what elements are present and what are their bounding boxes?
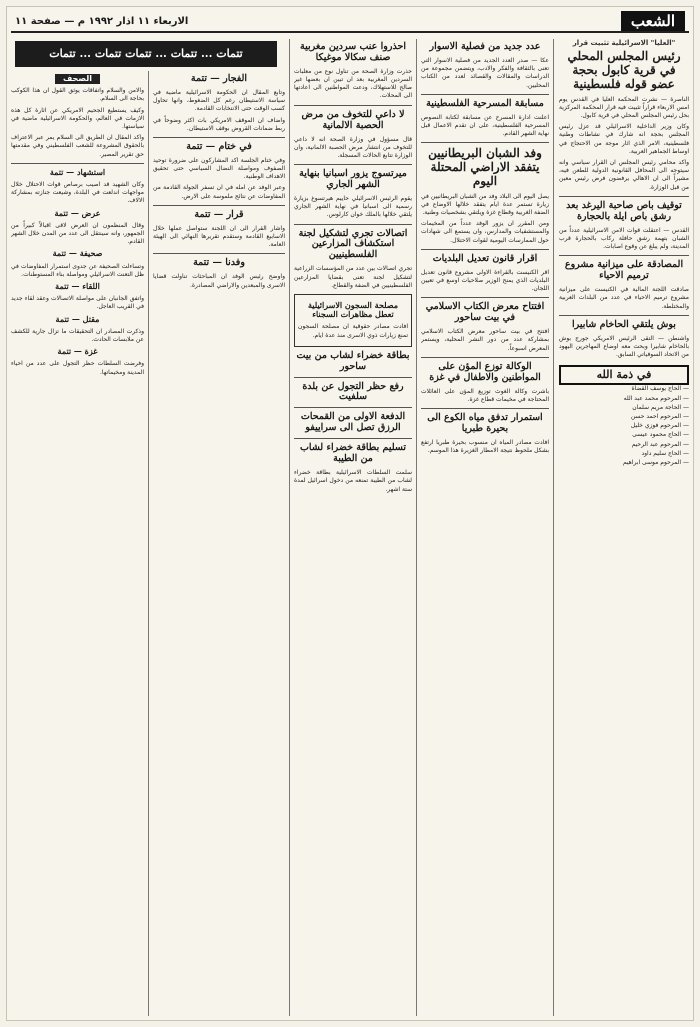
divider	[421, 249, 549, 250]
col5-paragraph: وقال المنظمون ان العرض لاقى اقبالاً كبيراً من الجمهور، وانه سينتقل الى عدد من المدن خلال الشهر القادم.	[11, 221, 144, 246]
col2-paragraph: ومن المقرر ان يزور الوفد عدداً من المخيمات والمستشفيات والمدارس، وان يستمع الى شهادات حول الممارسات اليومية لقوات الاحتلال.	[421, 220, 549, 244]
col2-paragraph: افتتح في بيت ساحور معرض الكتاب الاسلامي بمشاركة عدد من دور النشر المحلية، ويستمر المعرض اسبوعاً.	[421, 328, 549, 352]
list-item: — المرحوم فوزي خليل	[630, 422, 689, 430]
col4-paragraph: واشار القرار الى ان اللجنة ستواصل عملها خلال الاسابيع القادمة وستقدم تقريرها النهائي الى الهيئة العامة.	[153, 224, 285, 249]
page-header	[11, 11, 689, 33]
col5-headline-2: استشهاد — تتمة	[49, 166, 106, 177]
col3-headline-2: لا داعي للتخوف من مرض الحصبة الالمانية	[301, 108, 405, 131]
list-item: — المرحوم عبد الرحيم	[631, 440, 689, 448]
col2-paragraph: اعلنت ادارة المسرح عن مسابقة لكتابة النصوص المسرحية الفلسطينية، على ان تقدم الاعمال قبل نهاية الشهر القادم.	[421, 113, 549, 138]
col4-paragraph: واضاف ان الموقف الامريكي بات اكثر وضوحاً في ربط ضمانات القروض بوقف الاستيطان.	[153, 116, 285, 132]
divider	[294, 438, 412, 439]
col5-headline-6: مقتل — تتمة	[55, 313, 100, 324]
column-rule	[289, 39, 290, 1016]
obituaries-heading: في ذمة الله	[559, 365, 689, 385]
col2-headline-6: الوكالة توزع المؤن على المواطنين والاطفال في غزة	[429, 360, 541, 383]
col5-headline-7: غزة — تتمة	[57, 346, 98, 357]
col4-paragraph: وتابع المقال ان الحكومة الاسرائيلية ماضية في سياسة الاستيطان رغم كل الضغوط، وانها تحاول كسب الوقت حتى الانتخابات القادمة.	[153, 88, 285, 113]
divider	[294, 105, 412, 106]
col4-headline-3: قرار — تتمة	[194, 208, 244, 220]
column-5	[11, 71, 144, 1016]
col5-paragraph: وكان الشهيد قد اصيب برصاص قوات الاحتلال خلال مواجهات اندلعت في البلدة، وشيعت جنازته بمشاركة الالاف.	[11, 181, 144, 205]
divider	[559, 255, 689, 256]
col1-paragraph: وكان وزير الداخلية الاسرائيلي قد عزل رئيس المجلس بحجة انه شارك في نشاطات وطنية فلسطينية، الامر الذي اثار موجة من الاحتجاج في اوساط الجماهير العربية.	[559, 123, 689, 155]
column-rule	[148, 71, 149, 1016]
col2-headline-4: اقرار قانون تعديل البلديات	[432, 252, 538, 264]
list-item: — الحاجة مريم سلمان	[632, 403, 689, 411]
col1-paragraph: واكد محامي رئيس المجلس ان القرار سياسي وانه سيتوجه الى المحافل القانونية الدولية للطعن فيه، مشيراً الى ان الاهالي يرفضون فرض رئيس معين من قبل الوزارة.	[559, 159, 689, 191]
col3-headline: احذروا عنب سردين مغربية صنف سكالا موغيكا	[300, 41, 406, 63]
list-item: — المرحوم احمد حسن	[630, 413, 689, 421]
divider	[294, 407, 412, 408]
masthead: الشعب	[621, 11, 685, 31]
col3-headline-5: مصلحة السجون الاسرائيلية تعطل مظاهرات السجناء	[308, 299, 398, 320]
column-2	[421, 39, 549, 1016]
col3-headline-7: رفع حظر التجول عن بلدة سلفيت	[302, 380, 404, 403]
newspaper-page	[6, 6, 694, 1021]
col5-paragraph: والامن والسلام واتفاقات يوثق القول ان هذا الكوكب بحاجة الى السلام.	[11, 87, 144, 103]
divider	[153, 205, 285, 206]
col5-paragraph: وذكرت المصادر ان التحقيقات ما تزال جارية للكشف عن ملابسات الحادث.	[11, 327, 144, 343]
col5-paragraph: واكد المقال ان الطريق الى السلام يمر عبر الاعتراف بالحقوق المشروعة للشعب الفلسطيني وفي مقدمتها حق تقرير المصير.	[11, 134, 144, 158]
boxed-story	[294, 294, 412, 347]
list-item: — الحاج سليم داود	[641, 449, 689, 457]
col1-headline-3: المصادقة على ميزانية مشروع ترميم الاحياء	[564, 259, 684, 282]
col5-paragraph: وفرضت السلطات حظر التجول على عدد من احياء المدينة ومخيماتها.	[11, 360, 144, 376]
col4-headline-2: في ختام — تتمة	[186, 140, 252, 152]
divider	[294, 224, 412, 225]
list-item: — الحاج محمود عيسى	[632, 431, 689, 439]
divider	[421, 142, 549, 143]
col3-headline-9: تسليم بطاقة خضراء لشاب من الطيبة	[299, 442, 406, 465]
col2-headline: عدد جديد من فصلية الاسوار	[429, 41, 541, 52]
divider	[421, 297, 549, 298]
col2-headline-3: وفد الشبان البريطانيين يتفقد الاراضي المحتلة اليوم	[428, 146, 542, 188]
col1-paragraph: صادقت اللجنة المالية في الكنيست على ميزانية مشروع ترميم الاحياء في عدد من البلدات العربية والمختلطة.	[559, 286, 689, 310]
col5-headline-3: عرض — تتمة	[54, 207, 101, 218]
col3-paragraph: حذرت وزارة الصحة من تناول نوع من معلبات السردين المغربية بعد ان تبين ان بعضها غير صالح للاستهلاك، ودعت المواطنين الى اعادتها الى المحلات.	[294, 67, 412, 100]
col3-paragraph: افادت مصادر حقوقية ان مصلحة السجون تمنع زيارات ذوي الاسرى منذ عدة ايام.	[298, 323, 408, 339]
col2-headline-2: مسابقة المسرحية الفلسطينية	[426, 97, 544, 109]
column-4	[153, 71, 285, 1016]
divider	[294, 377, 412, 378]
divider	[421, 408, 549, 409]
list-item: — المرحوم محمد عبد الله	[623, 394, 689, 402]
column-rule	[416, 39, 417, 1016]
col1-headline: رئيس المجلس المحلي في قرية كابول بحجة عضو قوله فلسطينية	[567, 49, 681, 91]
col4-paragraph: وفي ختام الجلسة اكد المشاركون على ضرورة توحيد الصفوف ومواصلة النضال السياسي حتى تحقيق الاهداف الوطنية.	[153, 156, 285, 181]
col3-paragraph: تجري اتصالات بين عدد من المؤسسات الزراعية لتشكيل لجنة تعنى بقضايا المزارعين الفلسطينيين في الضفة والقطاع.	[294, 265, 412, 289]
divider	[11, 163, 144, 164]
col3-headline-8: الدفعة الاولى من القمحات الرزق تصل الى سراييفو	[300, 411, 406, 434]
col5-headline-5: اللقاء — تتمة	[55, 281, 100, 292]
col3-paragraph: سلمت السلطات الاسرائيلية بطاقة خضراء لشاب من الطيبة تمنعه من دخول اسرائيل لمدة ستة اشهر.	[294, 469, 412, 493]
col1-paragraph: القدس — اعتقلت قوات الامن الاسرائيلية عدداً من الشبان بتهمة رشق حافلة ركاب بالحجارة قرب المدينة، ولم يبلغ عن وقوع اصابات.	[559, 226, 689, 251]
col2-paragraph: عكا — صدر العدد الجديد من فصلية الاسوار التي تعنى بالثقافة والفكر والادب، ويتضمن مجموعة من الدراسات والمقالات والقصائد لعدد من الكتاب المحليين.	[421, 56, 549, 89]
divider	[559, 196, 689, 197]
divider	[421, 94, 549, 95]
col2-headline-5: افتتاح معرض الكتاب الاسلامي في بيت ساحور	[425, 301, 545, 324]
column-tag-wrap	[11, 71, 144, 87]
divider	[421, 357, 549, 358]
column-3	[294, 39, 412, 1016]
col5-paragraph: وتساءلت الصحيفة عن جدوى استمرار المفاوضات في ظل التعنت الاسرائيلي ومواصلة بناء المستوطنات.	[11, 262, 144, 278]
list-item: — الحاج يوسف القضاة	[631, 385, 689, 393]
col3-headline-6: بطاقة خضراء لشاب من بيت ساحور	[296, 349, 410, 372]
col5-headline-4: صحيفة — تتمة	[52, 248, 103, 259]
col1-headline-4: بوش يلتقي الحاخام شابيرا	[572, 318, 676, 330]
column-1	[559, 39, 689, 1016]
divider	[294, 164, 412, 165]
continuations-banner: تتمات ... تتمات ... تتمات تتمات ... تتمات	[15, 41, 277, 67]
divider	[153, 137, 285, 138]
col2-headline-7: استمرار تدفق مياه الكوع الى بحيرة طبريا	[427, 412, 543, 435]
column-rule	[553, 39, 554, 1016]
col2-paragraph: افادت مصادر المياه ان منسوب بحيرة طبريا ارتفع بشكل ملحوظ نتيجة الامطار الغزيرة هذا الموسم.	[421, 438, 549, 455]
col1-kicker: "العليا" الاسرائيلية تثبيت قرار	[572, 39, 676, 47]
col4-paragraph: واوضح رئيس الوفد ان المباحثات تناولت قضايا الاسرى والمبعدين والاراضي المصادرة.	[153, 273, 285, 289]
col1-paragraph: الناصرة — نشرت المحكمة العليا في القدس يوم امس الاربعاء قراراً تثبيت فيه قرار المحكمة المركزية بحل رئيس المجلس المحلي في قرية كابول.	[559, 95, 689, 119]
col1-paragraph: واشنطن — التقى الرئيس الامريكي جورج بوش بالحاخام شابيرا وبحث معه اوضاع المهاجرين اليهود من الاتحاد السوفياتي السابق.	[559, 334, 689, 359]
col5-paragraph: وكيف يستطيع الجحيم الامريكي عن اثارة كل هذه الازمات في العالم، والحكومة الاسرائيلية ماضية في سياستها.	[11, 106, 144, 131]
col3-paragraph: قال مسؤول في وزارة الصحة انه لا داعي للتخوف من انتشار مرض الحصبة الالمانية، وان الوزارة تتابع الحالات المسجلة.	[294, 135, 412, 159]
col4-paragraph: وعبر الوفد عن امله في ان تسفر الجولة القادمة من المفاوضات عن نتائج ملموسة على الارض.	[153, 184, 285, 200]
col5-paragraph: واتفق الجانبان على مواصلة الاتصالات وعقد لقاء جديد في القريب العاجل.	[11, 295, 144, 311]
col3-paragraph: يقوم الرئيس الاسرائيلي حاييم هيرتسوغ بزيارة رسمية الى اسبانيا في نهاية الشهر الجاري يلتقي خلالها بالملك خوان كارلوس.	[294, 194, 412, 219]
col2-paragraph: يصل اليوم الى البلاد وفد من الشبان البريطانيين في زيارة تستمر عدة ايام يتفقد خلالها الاوضاع في الضفة الغربية وقطاع غزة ويلتقي بشخصيات وطنية.	[421, 192, 549, 217]
col1-headline-2: توقيف باص صاحبة اليرغد بعد رشق باص ايلة بالحجارة	[566, 199, 682, 222]
col4-headline: الفجار — تتمة	[190, 73, 248, 84]
list-item: — المرحوم موسى ابراهيم	[622, 459, 689, 467]
dateline: الاربعاء ١١ اذار ١٩٩٢ م — صفحة ١١	[15, 15, 189, 27]
divider	[559, 315, 689, 316]
col2-paragraph: باشرت وكالة الغوث توزيع المؤن على العائلات المحتاجة في مخيمات قطاع غزة.	[421, 387, 549, 403]
col3-headline-4: اتصالات تجري لتشكيل لجنة استكشاف المزارعين الفلسطينيين	[298, 227, 408, 261]
divider	[153, 253, 285, 254]
press-column-tag: الصحف	[55, 74, 100, 84]
col4-headline-4: وفدنا — تتمة	[193, 257, 245, 269]
col2-paragraph: اقر الكنيست بالقراءة الاولى مشروع قانون تعديل البلديات الذي يمنح الوزير صلاحيات اوسع في تعيين اللجان.	[421, 268, 549, 293]
obituaries-list	[559, 385, 689, 467]
col3-headline-3: ميرتسوج يزور اسبانيا بنهاية الشهر الجاري	[299, 168, 407, 191]
